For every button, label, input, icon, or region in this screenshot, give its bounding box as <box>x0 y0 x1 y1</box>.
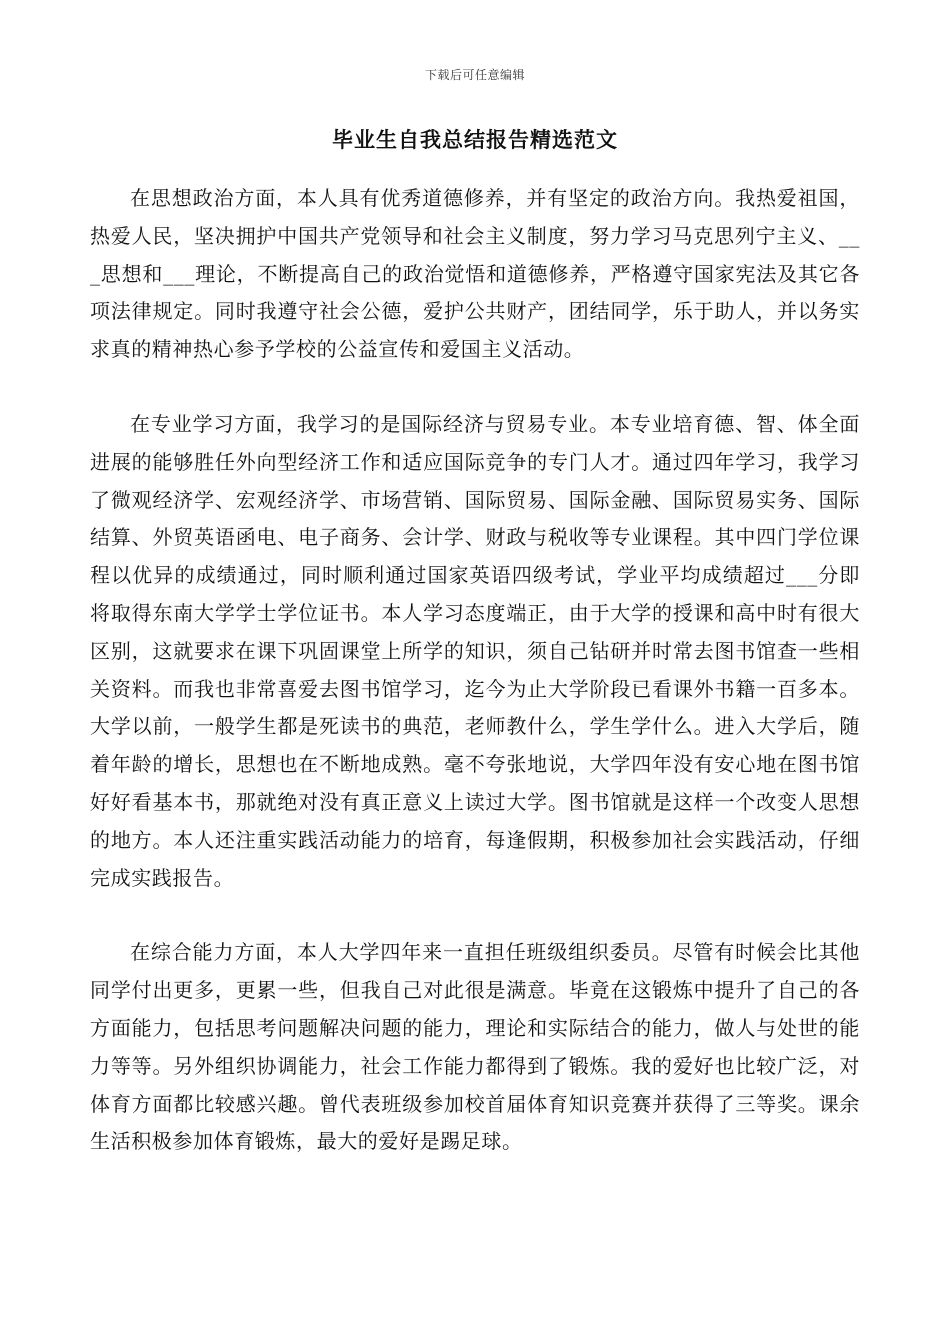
document-title: 毕业生自我总结报告精选范文 <box>332 127 618 152</box>
paragraph-abilities: 在综合能力方面，本人大学四年来一直担任班级组织委员。尽管有时候会比其他同学付出更多，更累一些，但我自己对此很是满意。毕竟在这锻炼中提升了自己的各方面能力，包括思考问题解决问题的能力，理论和实际结合的能力，做人与处世的能力等等。另外组织协调能力，社会工作能力都得到了锻炼。我的爱好也比较广泛，对体育方面都比较感兴趣。曾代表班级参加校首届体育知识竞赛并获得了三等奖。课余生活积极参加体育锻炼，最大的爱好是踢足球。 <box>90 940 860 1154</box>
paragraph-academic: 在专业学习方面，我学习的是国际经济与贸易专业。本专业培育德、智、体全面进展的能够胜任外向型经济工作和适应国际竞争的专门人才。通过四年学习，我学习了微观经济学、宏观经济学、市场营销、国际贸易、国际金融、国际贸易实务、国际结算、外贸英语函电、电子商务、会计学、财政与税收等专业课程。其中四门学位课程以优异的成绩通过，同时顺利通过国家英语四级考试，学业平均成绩超过___分即将取得东南大学学士学位证书。本人学习态度端正，由于大学的授课和高中时有很大区别，这就要求在课下巩固课堂上所学的知识，须自己钻研并时常去图书馆查一些相关资料。而我也非常喜爱去图书馆学习，迄今为止大学阶段已看课外书籍一百多本。大学以前，一般学生都是死读书的典范，老师教什么，学生学什么。进入大学后，随着年龄的增长，思想也在不断地成熟。毫不夸张地说，大学四年没有安心地在图书馆好好看基本书，那就绝对没有真正意义上读过大学。图书馆就是这样一个改变人思想的地方。本人还注重实践活动能力的培育，每逢假期，积极参加社会实践活动，仔细完成实践报告。 <box>90 411 860 890</box>
document-body <box>90 180 860 1198</box>
paragraph-political: 在思想政治方面，本人具有优秀道德修养，并有坚定的政治方向。我热爱祖国，热爱人民，坚决拥护中国共产党领导和社会主义制度，努力学习马克思列宁主义、___思想和___理论，不断提高自己的政治觉悟和道德修养，严格遵守国家宪法及其它各项法律规定。同时我遵守社会公德，爱护公共财产，团结同学，乐于助人，并以务实求真的精神热心参予学校的公益宣传和爱国主义活动。 <box>90 186 860 362</box>
header-note: 下载后可任意编辑 <box>424 68 525 82</box>
